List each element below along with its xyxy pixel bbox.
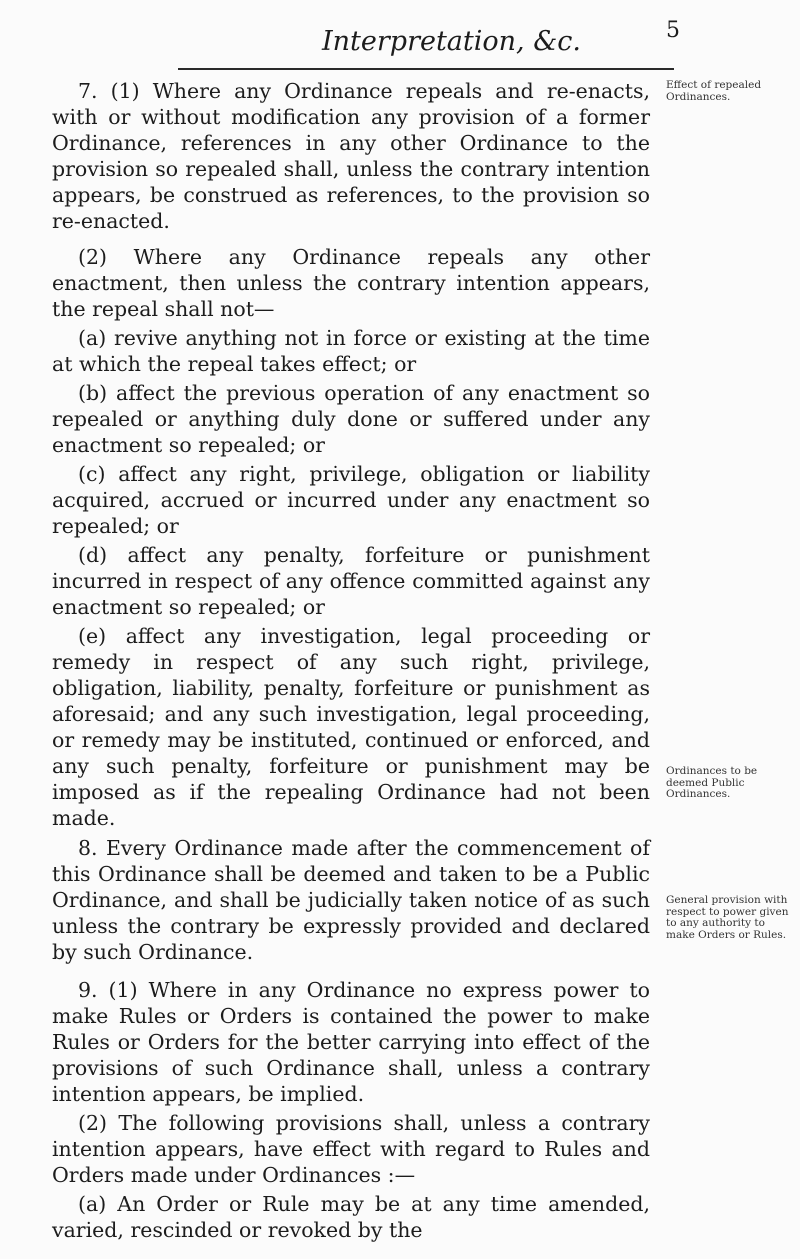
- section-7-2-d: (d) affect any penalty, forfeiture or punishment incurred in respect of any offence committed against any enactment so repealed; or: [52, 543, 650, 619]
- section-9-2-a: (a) An Order or Rule may be at any time amended, varied, rescinded or revoked by the: [52, 1192, 650, 1242]
- section-7-1: 7. (1) Where any Ordinance repeals and re-enacts, with or without modification any provision of a former Ordinance, references in any other Ordinance to the provision so repealed shall, unless the contrary intention appears, be construed as references, to the provision so re-enacted.: [52, 79, 650, 233]
- section-7-2-a: (a) revive anything not in force or existing at the time at which the repeal takes effect; or: [52, 326, 650, 376]
- body-text: [52, 78, 650, 1243]
- header-rule: [178, 68, 674, 70]
- section-9-2: (2) The following provisions shall, unless a contrary intention appears, have effect with regard to Rules and Orders made under Ordinances :—: [52, 1111, 650, 1187]
- section-8: 8. Every Ordinance made after the commencement of this Ordinance shall be deemed and taken to be a Public Ordinance, and shall be judicially taken notice of as such unless the contrary be expressly provided and declared by such Ordinance.: [52, 836, 650, 964]
- section-7-2-b: (b) affect the previous operation of any enactment so repealed or anything duly done or suffered under any enactment so repealed; or: [52, 381, 650, 457]
- section-7-2: (2) Where any Ordinance repeals any other enactment, then unless the contrary intention appears, the repeal shall not—: [52, 245, 650, 321]
- margin-note-public-ordinances: Ordinances to be deemed Public Ordinances.: [666, 765, 758, 800]
- page-number: 5: [666, 18, 680, 43]
- section-7-2-c: (c) affect any right, privilege, obligation or liability acquired, accrued or incurred under any enactment so repealed; or: [52, 462, 650, 538]
- running-head: Interpretation, &c.: [322, 26, 581, 57]
- margin-note-rules-orders: General provision with respect to power given to any authority to make Orders or Rules.: [666, 894, 789, 941]
- margin-note-repealed-ordinances: Effect of repealed Ordinances.: [666, 79, 762, 103]
- margin-notes: [666, 0, 796, 1259]
- section-7-2-e: (e) affect any investigation, legal proceeding or remedy in respect of any such right, privilege, obligation, liability, penalty, forfeiture or punishment as aforesaid; and any such investigation, legal proceeding, or remedy may be instituted, continued or enforced, and any such penalty, forfeiture or punishment may be imposed as if the repealing Ordinance had not been made.: [52, 624, 650, 830]
- section-9-1: 9. (1) Where in any Ordinance no express power to make Rules or Orders is contained the power to make Rules or Orders for the better carrying into effect of the provisions of such Ordinance shall, unless a contrary intention appears, be implied.: [52, 978, 650, 1106]
